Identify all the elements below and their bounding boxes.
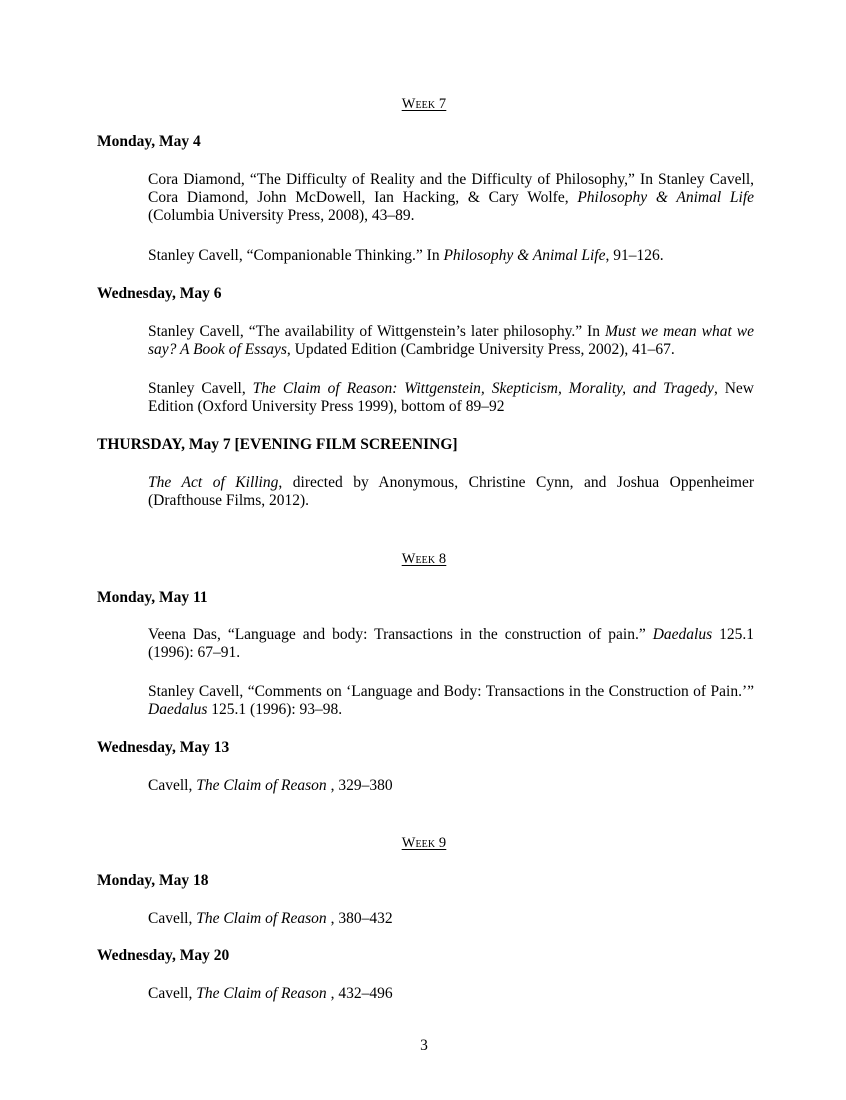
work-title: The Claim of Reason xyxy=(196,985,327,1002)
reading-entry: Stanley Cavell, “The availability of Wittgenstein’s later philosophy.” In Must we mean what we say? A Book of Essays, Updated Edition (Cambridge University Press, 2002), 41–67. xyxy=(148,323,754,358)
day-heading: THURSDAY, May 7 [EVENING FILM SCREENING] xyxy=(97,436,458,453)
reading-entry: The Act of Killing, directed by Anonymous, Christine Cynn, and Joshua Oppenheimer (Drafthouse Films, 2012). xyxy=(148,474,754,509)
reading-entry: Stanley Cavell, The Claim of Reason: Wittgenstein, Skepticism, Morality, and Tragedy, New Edition (Oxford University Press 1999), bottom of 89–92 xyxy=(148,380,754,415)
reading-entry: Cavell, The Claim of Reason , 380–432 xyxy=(148,910,393,927)
reading-entry: Cavell, The Claim of Reason , 329–380 xyxy=(148,777,393,794)
reading-entry: Stanley Cavell, “Comments on ‘Language and Body: Transactions in the Construction of Pain.’” Daedalus 125.1 (1996): 93–98. xyxy=(148,683,754,718)
week-heading xyxy=(0,834,846,852)
work-title: Philosophy & Animal Life xyxy=(577,189,754,206)
week-heading xyxy=(0,95,846,113)
day-heading: Monday, May 11 xyxy=(97,589,208,606)
week-heading xyxy=(0,550,846,568)
reading-entry: Cavell, The Claim of Reason , 432–496 xyxy=(148,985,393,1002)
week-7-heading: Week 7 xyxy=(401,96,447,112)
reading-entry: Veena Das, “Language and body: Transactions in the construction of pain.” Daedalus 125.1 (1996): 67–91. xyxy=(148,626,755,661)
work-title: The Claim of Reason: Wittgenstein, Skepticism, Morality, and Tragedy xyxy=(252,380,714,397)
day-heading: Wednesday, May 20 xyxy=(97,947,230,964)
reading-entry: Stanley Cavell, “Companionable Thinking.” In Philosophy & Animal Life, 91–126. xyxy=(148,247,664,264)
day-heading: Monday, May 18 xyxy=(97,872,209,889)
work-title: Must we mean what we say? A Book of Essays xyxy=(148,323,754,358)
work-title: The Claim of Reason xyxy=(196,777,327,794)
page-number: 3 xyxy=(420,1037,428,1054)
work-title: The Claim of Reason xyxy=(196,910,327,927)
reading-entry: Cora Diamond, “The Difficulty of Reality and the Difficulty of Philosophy,” In Stanley Cavell, Cora Diamond, John McDowell, Ian Hacking, & Cary Wolfe, Philosophy & Animal Life (Columbia University Press, 2008), 43–89. xyxy=(148,171,754,224)
work-title: Philosophy & Animal Life xyxy=(443,247,606,264)
work-title: Daedalus xyxy=(148,701,208,718)
week-8-heading: Week 8 xyxy=(401,551,447,567)
week-9-heading: Week 9 xyxy=(401,835,447,851)
work-title: Daedalus xyxy=(652,626,713,643)
work-title: The Act of Killing xyxy=(148,474,279,491)
day-heading: Wednesday, May 13 xyxy=(97,739,230,756)
day-heading: Wednesday, May 6 xyxy=(97,285,222,302)
day-heading: Monday, May 4 xyxy=(97,133,201,150)
